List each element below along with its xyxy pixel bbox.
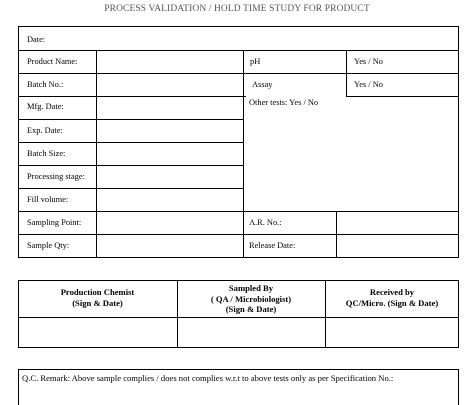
assay-label: Assay: [252, 80, 273, 89]
qc-remark-text: Q.C. Remark: Above sample complies / does not complies w.r.t to above tests only as per Specification No.:: [22, 373, 394, 383]
production-chemist-sign-cell[interactable]: [19, 318, 176, 347]
ph-label: pH: [250, 57, 261, 66]
production-chemist-title: Production Chemist: [60, 287, 135, 297]
sampled-by-title: Sampled By: [228, 283, 274, 293]
processing-stage-label: Processing stage:: [27, 172, 85, 181]
batch-size-label: Batch Size:: [27, 149, 66, 158]
product-name-value[interactable]: [97, 51, 242, 73]
sampled-by-dept: ( QA / Microbiologist): [210, 293, 292, 304]
product-name-label: Product Name:: [27, 57, 78, 66]
batch-no-label: Batch No.:: [27, 80, 64, 89]
production-chemist-sign: (Sign & Date): [72, 297, 123, 308]
received-by-sign-cell[interactable]: [326, 318, 458, 347]
received-by-header: [325, 287, 459, 308]
sample-qty-label: Sample Qty:: [27, 241, 70, 250]
sampling-point-label: Sampling Point:: [27, 218, 82, 227]
assay-yes-no[interactable]: Yes / No: [354, 80, 383, 89]
other-tests-label: Other tests: Yes / No: [249, 98, 319, 107]
sampled-by-sign: (Sign & Date): [225, 304, 277, 314]
mfg-date-label: Mfg. Date:: [27, 102, 64, 111]
received-by-title: Received by: [369, 287, 415, 297]
ph-yes-no[interactable]: Yes / No: [354, 57, 383, 66]
batch-no-value[interactable]: [97, 74, 242, 96]
exp-date-label: Exp. Date:: [27, 126, 63, 135]
date-label: Date:: [27, 35, 46, 44]
production-chemist-header: [18, 287, 177, 308]
document-title: PROCESS VALIDATION / HOLD TIME STUDY FOR PRODUCT: [104, 4, 370, 14]
sampled-by-header: [177, 283, 325, 315]
release-date-label: Release Date:: [249, 241, 296, 250]
ar-no-label: A.R. No.:: [249, 218, 282, 227]
fill-volume-label: Fill volume:: [27, 195, 69, 204]
sampled-by-sign-cell[interactable]: [178, 318, 324, 347]
received-by-sign: QC/Micro. (Sign & Date): [345, 297, 439, 308]
